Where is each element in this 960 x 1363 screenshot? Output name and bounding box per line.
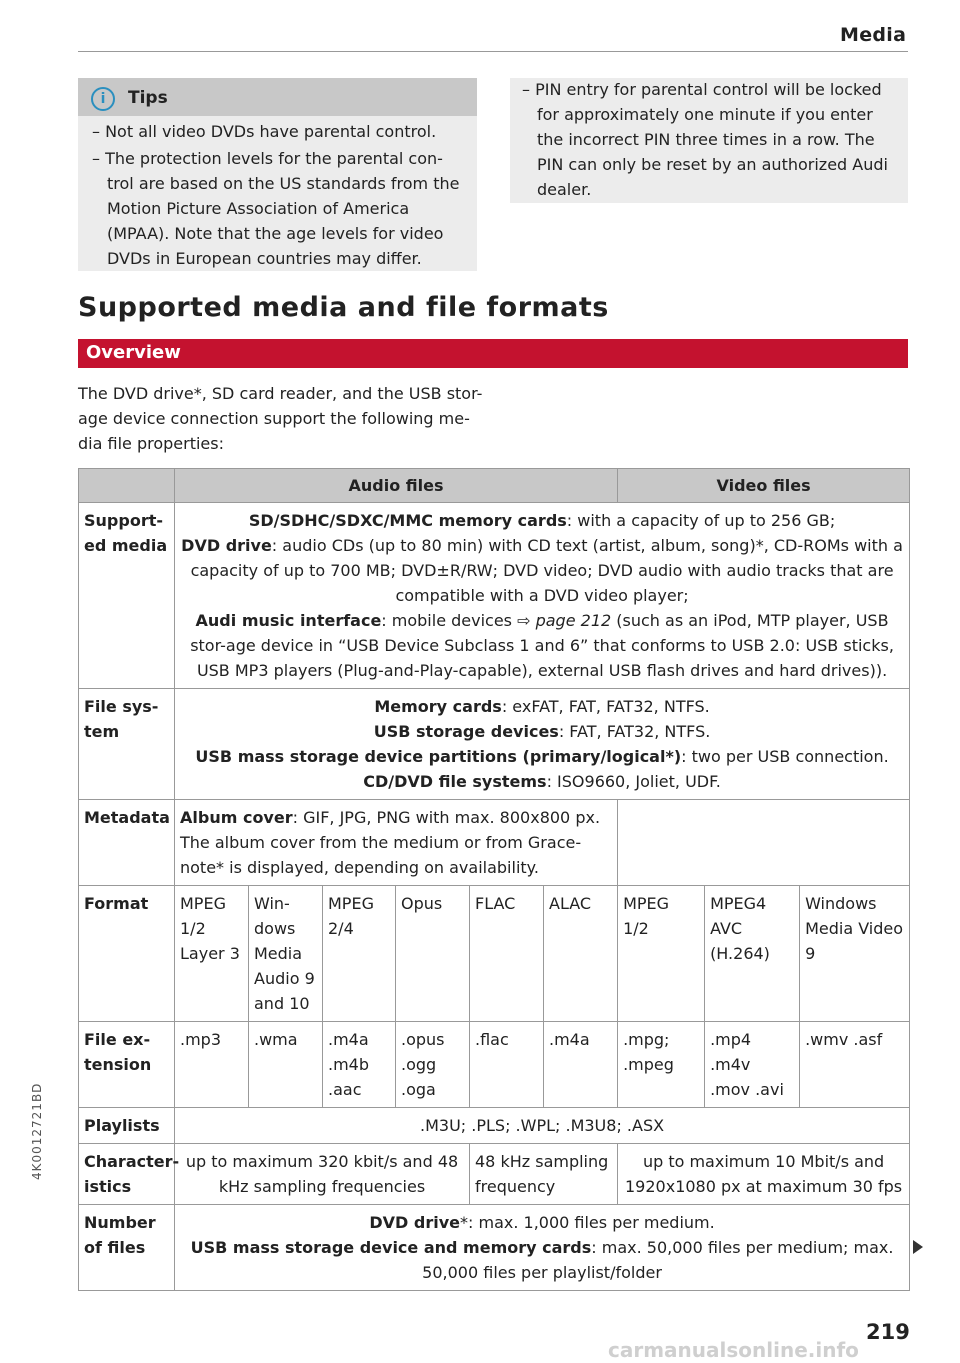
partitions-label: USB mass storage device partitions (primary/logical*) — [195, 747, 682, 766]
row-label-file-system: File sys-tem — [79, 689, 175, 800]
tip-line: Motion Picture Association of America — [107, 199, 410, 218]
format-cell: ALAC — [544, 886, 618, 1022]
page-heading: Supported media and file formats — [78, 292, 609, 323]
overview-label: Overview — [86, 342, 181, 363]
format-cell: Windows Media Video 9 — [800, 886, 910, 1022]
dvd-text: : audio CDs (up to 80 min) with CD text (artist, album, song)*, CD-ROMs with a capacity of up to 700 MB; DVD±R/RW; DVD video; DVD audio with audio tracks that are compatible with a DVD video player; — [190, 536, 903, 605]
supported-media-cell — [175, 503, 910, 689]
tip-line: dealer. — [537, 180, 592, 199]
usb-memory-text: : max. 50,000 files per medium; max. 50,000 files per playlist/folder — [422, 1238, 894, 1282]
header-empty-cell — [79, 469, 175, 503]
partitions-text: : two per USB connection. — [681, 747, 889, 766]
extension-cell: .m4a .m4b .aac — [323, 1022, 396, 1108]
characteristics-audio-cell: up to maximum 320 kbit/s and 48 kHz sampling frequencies — [175, 1144, 470, 1205]
sd-label: SD/SDHC/SDXC/MMC memory cards — [248, 511, 567, 530]
table-header-row — [79, 469, 910, 503]
table-row — [79, 1022, 910, 1108]
header-video-files: Video files — [618, 469, 910, 503]
extension-cell: .opus .ogg .oga — [396, 1022, 470, 1108]
extension-cell: .m4a — [544, 1022, 618, 1108]
table-row — [79, 1205, 910, 1291]
format-cell: MPEG4 AVC (H.264) — [705, 886, 800, 1022]
tip-line: – Not all video DVDs have parental control. — [92, 122, 437, 141]
dvd-drive-label: DVD drive — [369, 1213, 460, 1232]
number-of-files-cell — [175, 1205, 910, 1291]
table-row — [79, 689, 910, 800]
album-cover-text: : GIF, JPG, PNG with max. 800x800 px. The album cover from the medium or from Grace-note* is displayed, depending on availability. — [180, 808, 601, 877]
cd-dvd-fs-text: : ISO9660, Joliet, UDF. — [546, 772, 721, 791]
format-cell: MPEG 2/4 — [323, 886, 396, 1022]
extension-cell: .mp3 — [175, 1022, 249, 1108]
characteristics-video-cell: up to maximum 10 Mbit/s and 1920x1080 px at maximum 30 fps — [618, 1144, 910, 1205]
format-cell: MPEG 1/2 — [618, 886, 705, 1022]
info-icon: i — [91, 87, 115, 111]
dvd-drive-text: *: max. 1,000 files per medium. — [460, 1213, 715, 1232]
ami-text-continued: (such as an iPod, MTP player, USB stor-age device in “USB Device Subclass 1 and 6” that conforms to USB 2.0: USB sticks, USB MP3 players (Plug-and-Play-capable), external USB flash drives and hard drives)). — [190, 611, 894, 680]
extension-cell: .mpg; .mpeg — [618, 1022, 705, 1108]
continue-arrow-icon — [913, 1240, 923, 1254]
extension-cell: .mp4 .m4v .mov .avi — [705, 1022, 800, 1108]
format-cell: Opus — [396, 886, 470, 1022]
ami-text: : mobile devices ⇨ — [381, 611, 536, 630]
intro-line: dia file properties: — [78, 434, 224, 453]
section-title: Media — [840, 24, 907, 46]
table-row — [79, 886, 910, 1022]
extension-cell: .wma — [249, 1022, 323, 1108]
row-label-number-of-files: Number of files — [79, 1205, 175, 1291]
table-row — [79, 800, 910, 886]
usb-storage-label: USB storage devices — [373, 722, 559, 741]
memory-cards-label: Memory cards — [374, 697, 502, 716]
usb-memory-label: USB mass storage device and memory cards — [190, 1238, 592, 1257]
watermark: carmanualsonline.info — [608, 1338, 859, 1362]
tip-line: for approximately one minute if you enter — [537, 105, 873, 124]
format-cell: MPEG 1/2 Layer 3 — [175, 886, 249, 1022]
format-cell: FLAC — [470, 886, 544, 1022]
cd-dvd-fs-label: CD/DVD file systems — [363, 772, 547, 791]
row-label-file-extension: File ex-tension — [79, 1022, 175, 1108]
dvd-label: DVD drive — [181, 536, 272, 555]
intro-line: age device connection support the following me- — [78, 409, 470, 428]
tips-label: Tips — [128, 88, 168, 108]
album-cover-label: Album cover — [180, 808, 293, 827]
tip-line: – The protection levels for the parental con- — [92, 149, 443, 168]
extension-cell: .wmv .asf — [800, 1022, 910, 1108]
format-cell: Win-dows Media Audio 9 and 10 — [249, 886, 323, 1022]
row-label-characteristics: Character-istics — [79, 1144, 175, 1205]
table-row — [79, 1108, 910, 1144]
overview-bar — [78, 339, 908, 368]
memory-cards-text: : exFAT, FAT, FAT32, NTFS. — [501, 697, 710, 716]
ami-label: Audi music interface — [195, 611, 382, 630]
row-label-format: Format — [79, 886, 175, 1022]
tip-line: the incorrect PIN three times in a row. The — [537, 130, 875, 149]
tip-line: – PIN entry for parental control will be locked — [522, 80, 882, 99]
row-label-metadata: Metadata — [79, 800, 175, 886]
file-system-cell — [175, 689, 910, 800]
metadata-cell — [175, 800, 618, 886]
formats-table — [78, 468, 910, 1291]
intro-line: The DVD drive*, SD card reader, and the USB stor- — [78, 384, 483, 403]
header-audio-files: Audio files — [175, 469, 618, 503]
tip-line: (MPAA). Note that the age levels for video — [107, 224, 444, 243]
page-link[interactable]: page 212 — [535, 611, 612, 630]
metadata-video-empty — [618, 800, 910, 886]
characteristics-alac-cell: 48 kHz sampling frequency — [470, 1144, 618, 1205]
row-label-playlists: Playlists — [79, 1108, 175, 1144]
usb-storage-text: : FAT, FAT32, NTFS. — [558, 722, 711, 741]
intro-paragraph — [78, 381, 482, 456]
page-number: 219 — [866, 1320, 910, 1344]
playlists-cell: .M3U; .PLS; .WPL; .M3U8; .ASX — [175, 1108, 910, 1144]
extension-cell: .flac — [470, 1022, 544, 1108]
tip-line: trol are based on the US standards from the — [107, 174, 460, 193]
table-row — [79, 503, 910, 689]
tip-line: DVDs in European countries may differ. — [107, 249, 422, 268]
header-divider — [78, 51, 908, 52]
sd-text: : with a capacity of up to 256 GB; — [566, 511, 836, 530]
tip-line: PIN can only be reset by an authorized Audi — [537, 155, 888, 174]
table-row — [79, 1144, 910, 1205]
row-label-supported-media: Support-ed media — [79, 503, 175, 689]
document-code: 4K0012721BD — [30, 1082, 44, 1180]
